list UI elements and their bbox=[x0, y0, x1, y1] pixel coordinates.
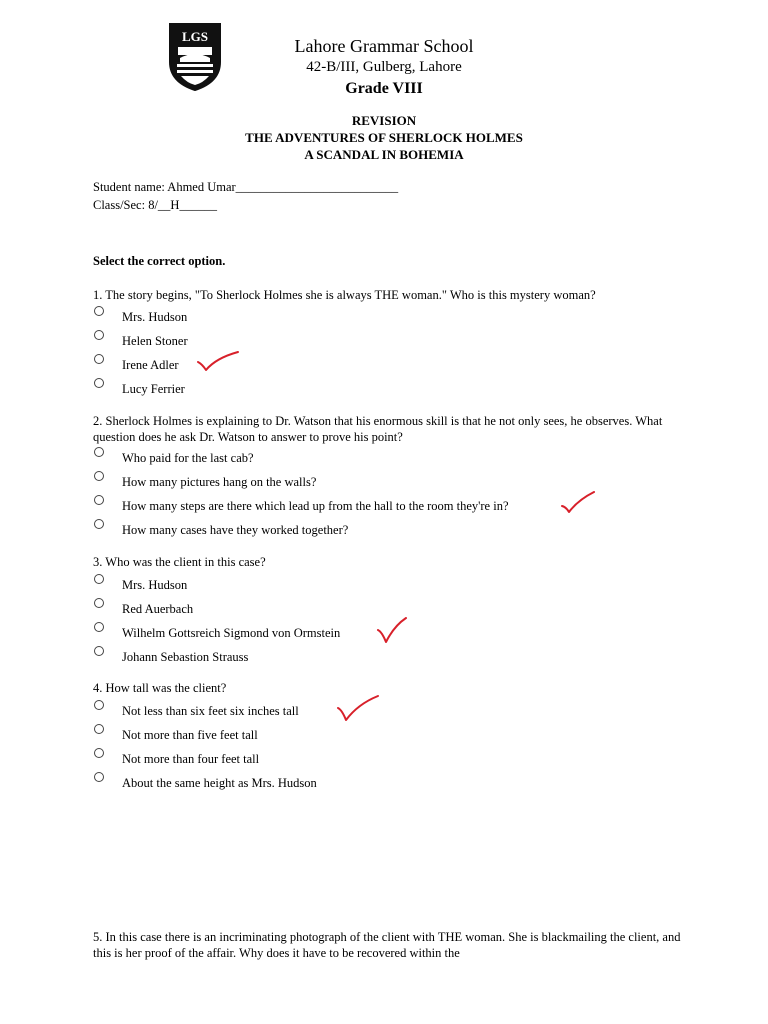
checkmark-icon bbox=[196, 350, 240, 374]
story-title: A SCANDAL IN BOHEMIA bbox=[304, 147, 464, 162]
school-address: 42-B/III, Gulberg, Lahore bbox=[306, 59, 462, 75]
instruction: Select the correct option. bbox=[93, 254, 226, 268]
radio-icon[interactable] bbox=[94, 700, 104, 710]
question-3-text: 3. Who was the client in this case? bbox=[93, 555, 266, 569]
revision-heading: REVISION bbox=[351, 113, 417, 128]
book-title: THE ADVENTURES OF SHERLOCK HOLMES bbox=[245, 130, 523, 145]
radio-icon[interactable] bbox=[94, 447, 104, 457]
radio-icon[interactable] bbox=[94, 495, 104, 505]
worksheet-page: LGS Lahore Grammar School 42-B/III, Gulberg, Lahore Grade VIII REVISION THE ADVENTURES OF SHERLOCK HOLMES A SCANDAL IN BOHEMIA Student name: Ahmed Umar__________________________ Class/Sec: 8/__H______ Select the correct option. 1. The story begins, "To Sherlock Holmes she is always THE woman." Who is this mystery woman? Mrs. Hudson Helen Stoner Irene Adler Lucy Ferrier 2. Sherlock Holmes is explaining to Dr. Watson that his enormous skill is that he not only sees, he observes. What question does he ask Dr. Watson to answer to prove his point? Who paid for the last cab? How many pictures hang on the walls? How many steps are there which lead up from the hall to the room they're in? How many cases have they worked together? 3. Who was the client in this case? Mrs. Hudson Red Auerbach Wilhelm Gottsreich Sigmond von Ormstein Johann Sebastion Strauss 4. How tall was the client? Not less than six feet six inches tall Not more than five feet tall Not more than four feet tall About the same height as Mrs. Hudson 5. In this case there is an incriminating photograph of the client with THE woman. She is blackmailing the client, and this is her proof of the affair. Why does it have to be recovered within the bbox=[0, 0, 768, 1024]
question-4-text: 4. How tall was the client? bbox=[93, 681, 227, 695]
radio-icon[interactable] bbox=[94, 471, 104, 481]
radio-icon[interactable] bbox=[94, 574, 104, 584]
question-1-text: 1. The story begins, "To Sherlock Holmes she is always THE woman." Who is this mystery woman? bbox=[93, 288, 596, 302]
logo-text: LGS bbox=[181, 29, 209, 44]
checkmark-icon bbox=[376, 616, 408, 646]
radio-icon[interactable] bbox=[94, 519, 104, 529]
radio-icon[interactable] bbox=[94, 772, 104, 782]
radio-icon[interactable] bbox=[94, 622, 104, 632]
question-2-text: 2. Sherlock Holmes is explaining to Dr. Watson that his enormous skill is that he not only sees, he observes. What question does he ask Dr. Watson to answer to prove his point? bbox=[93, 414, 663, 444]
grade-label: Grade VIII bbox=[345, 80, 423, 97]
radio-icon[interactable] bbox=[94, 598, 104, 608]
checkmark-icon bbox=[336, 694, 380, 724]
student-name-line: Student name: Ahmed Umar__________________________ bbox=[93, 180, 399, 194]
class-section-line: Class/Sec: 8/__H______ bbox=[93, 198, 217, 212]
radio-icon[interactable] bbox=[94, 330, 104, 340]
radio-icon[interactable] bbox=[94, 748, 104, 758]
school-name: Lahore Grammar School bbox=[294, 36, 474, 56]
radio-icon[interactable] bbox=[94, 724, 104, 734]
radio-icon[interactable] bbox=[94, 646, 104, 656]
question-5-text: 5. In this case there is an incriminating photograph of the client with THE woman. She is blackmailing the client, and this is her proof of the affair. Why does it have to be recovered within the bbox=[93, 930, 681, 960]
radio-icon[interactable] bbox=[94, 306, 104, 316]
radio-icon[interactable] bbox=[94, 378, 104, 388]
radio-icon[interactable] bbox=[94, 354, 104, 364]
checkmark-icon bbox=[560, 490, 596, 516]
